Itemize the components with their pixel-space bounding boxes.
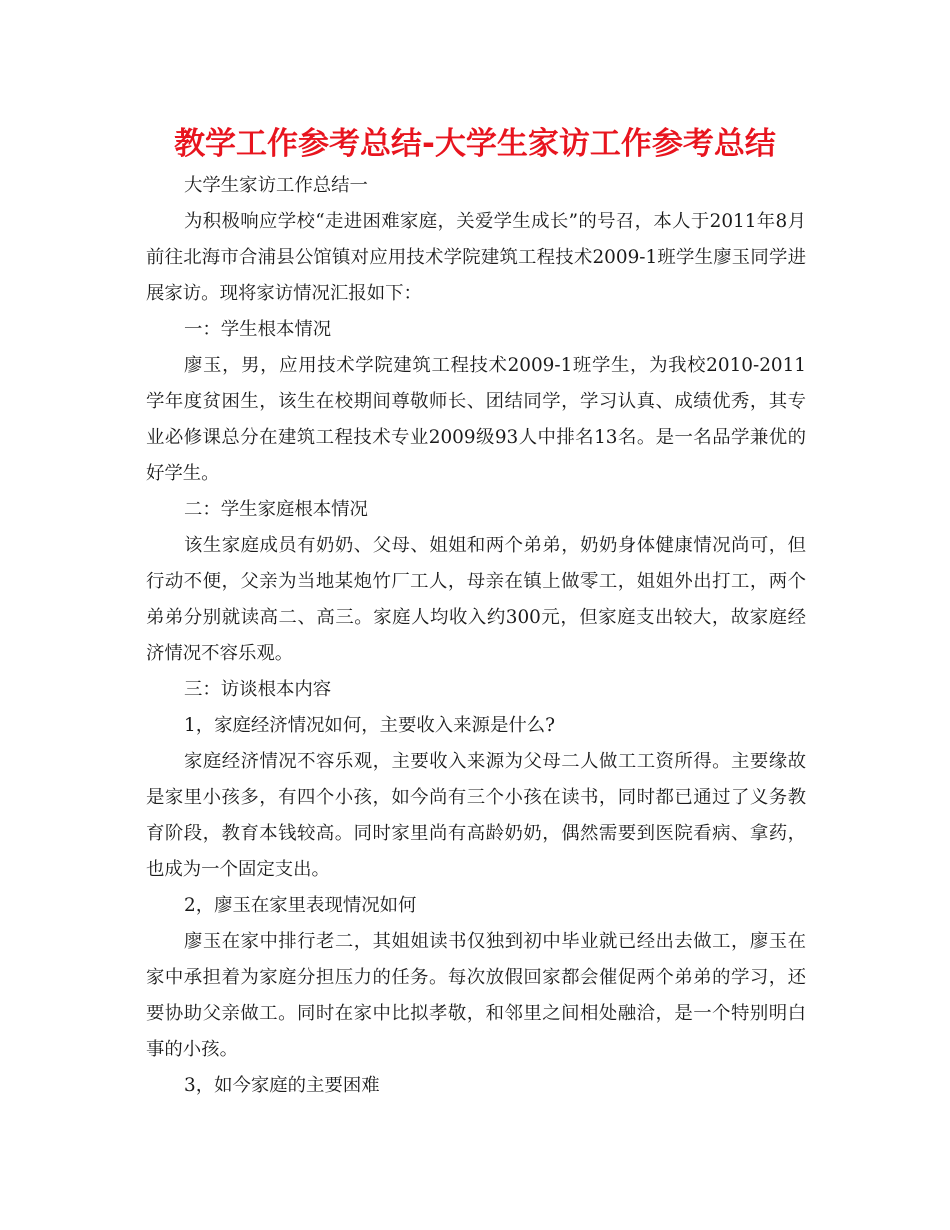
paragraph-question-2: 2，廖玉在家里表现情况如何 <box>184 895 417 916</box>
paragraph-question-1: 1，家庭经济情况如何，主要收入来源是什么? <box>184 715 555 736</box>
paragraph-family-info: 该生家庭成员有奶奶、父母、姐姐和两个弟弟，奶奶身体健康情况尚可，但行动不便，父亲为当地某炮竹厂工人，母亲在镇上做零工，姐姐外出打工，两个弟弟分别就读高二、高三。家庭人均收入约300元，但家庭支出较大，故家庭经济情况不容乐观。 <box>146 535 806 664</box>
document-title: 教学工作参考总结-大学生家访工作参考总结 <box>174 126 776 162</box>
document-body <box>146 168 806 1104</box>
paragraph-answer-2: 廖玉在家中排行老二，其姐姐读书仅独到初中毕业就已经出去做工，廖玉在家中承担着为家庭分担压力的任务。每次放假回家都会催促两个弟弟的学习，还要协助父亲做工。同时在家中比拟孝敬，和邻里之间相处融洽，是一个特别明白事的小孩。 <box>146 931 806 1060</box>
paragraph-student-info: 廖玉，男，应用技术学院建筑工程技术2009-1班学生，为我校2010-2011学年度贫困生，该生在校期间尊敬师长、团结同学，学习认真、成绩优秀，其专业必修课总分在建筑工程技术专业2009级93人中排名13名。是一名品学兼优的好学生。 <box>146 355 806 484</box>
paragraph-question-3: 3，如今家庭的主要困难 <box>184 1075 380 1096</box>
paragraph-answer-1: 家庭经济情况不容乐观，主要收入来源为父母二人做工工资所得。主要缘故是家里小孩多，有四个小孩，如今尚有三个小孩在读书，同时都已通过了义务教育阶段，教育本钱较高。同时家里尚有高龄奶奶，偶然需要到医院看病、拿药，也成为一个固定支出。 <box>146 751 806 880</box>
paragraph-intro: 为积极响应学校“走进困难家庭，关爱学生成长”的号召，本人于2011年8月前往北海市合浦县公馆镇对应用技术学院建筑工程技术2009-1班学生廖玉同学进展家访。现将家访情况汇报如下： <box>146 211 806 304</box>
paragraph-heading-student-info: 一：学生根本情况 <box>184 319 332 340</box>
paragraph-section-heading: 大学生家访工作总结一 <box>184 175 368 196</box>
paragraph-heading-family-info: 二：学生家庭根本情况 <box>184 499 368 520</box>
paragraph-heading-interview: 三：访谈根本内容 <box>184 679 332 700</box>
